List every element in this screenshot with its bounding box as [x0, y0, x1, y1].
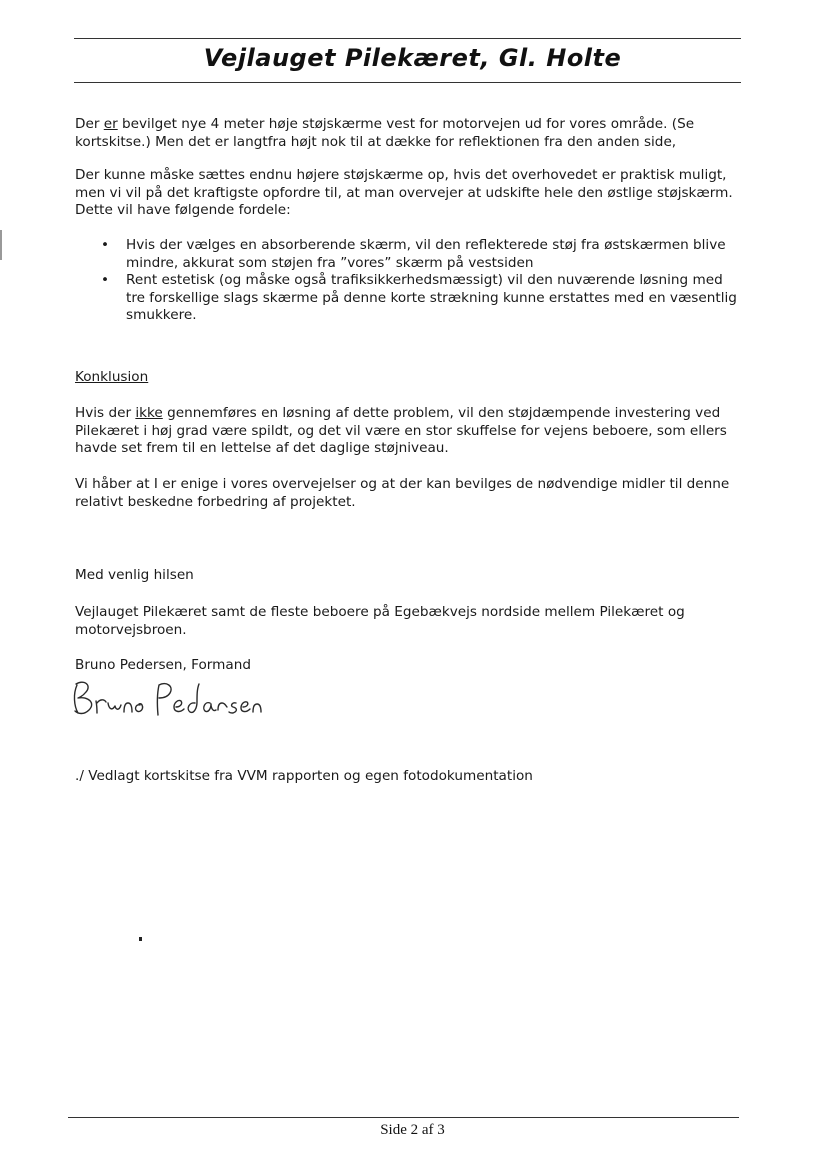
scan-speck: [139, 937, 142, 941]
list-item: [75, 272, 745, 325]
document-title: Vejlauget Pilekæret, Gl. Holte: [203, 44, 622, 72]
footer-rule: [68, 1117, 739, 1118]
advantages-list: [75, 237, 745, 325]
bullet-marker: •: [101, 237, 110, 253]
list-item-text: Hvis der vælges en absorberende skærm, vil den reflekterede støj fra østskærmen blive mindre, akkurat som støjen fra ”vores” skærm på vestsiden: [126, 237, 726, 271]
paragraph-conclusion-emphasis: ikke: [135, 405, 163, 421]
bullet-marker: •: [101, 272, 110, 288]
paragraph-intro: [75, 116, 745, 151]
list-item-text: Rent estetisk (og måske også trafiksikkerhedsmæssigt) vil den nuværende løsning med tre forskellige slags skærme på denne korte strækning kunne erstattes med en væsentlig smukkere.: [126, 272, 737, 323]
paragraph-intro-emphasis: er: [103, 116, 118, 132]
paragraph-hope: Vi håber at I er enige i vores overvejelser og at der kan bevilges de nødvendige midler til denne relativt beskedne forbedring af projektet.: [75, 476, 730, 510]
list-item: [75, 237, 745, 272]
closing-greeting: Med venlig hilsen: [75, 567, 194, 583]
header-rule-top: [74, 38, 741, 39]
paragraph-conclusion-lead: Hvis der: [75, 405, 136, 421]
conclusion-heading: Konklusion: [75, 369, 149, 385]
paragraph-intro-rest: bevilget nye 4 meter høje støjskærme vest for motorvejen ud for vores område. (Se kortskitse.) Men det er langtfra højt nok til at dække for reflektionen fra den anden side,: [75, 116, 695, 150]
handwritten-signature: [70, 676, 290, 726]
signatory-name: Bruno Pedersen, Formand: [75, 657, 251, 673]
paragraph-conclusion-rest: gennemføres en løsning af dette problem, vil den støjdæmpende investering ved Pilekæret i høj grad være spildt, og det vil være en stor skuffelse for vejens beboere, som ellers havde set frem til en lettelse af det daglige støjniveau.: [75, 405, 727, 456]
page-number: Side 2 af 3: [380, 1122, 445, 1138]
paragraph-conclusion: [75, 405, 745, 458]
scan-edge-mark: [0, 230, 2, 260]
header-rule-bottom: [74, 82, 741, 83]
paragraph-proposal: Der kunne måske sættes endnu højere støjskærme op, hvis det overhovedet er praktisk muligt, men vi vil på det kraftigste opfordre til, at man overvejer at udskifte hele den østlige støjskærm. Dette vil have følgende fordele:: [75, 167, 733, 218]
enclosure-note: ./ Vedlagt kortskitse fra VVM rapporten og egen fotodokumentation: [75, 768, 533, 784]
sender-line: Vejlauget Pilekæret samt de fleste beboere på Egebækvejs nordside mellem Pilekæret og motorvejsbroen.: [75, 604, 685, 638]
paragraph-intro-lead: Der: [75, 116, 104, 132]
